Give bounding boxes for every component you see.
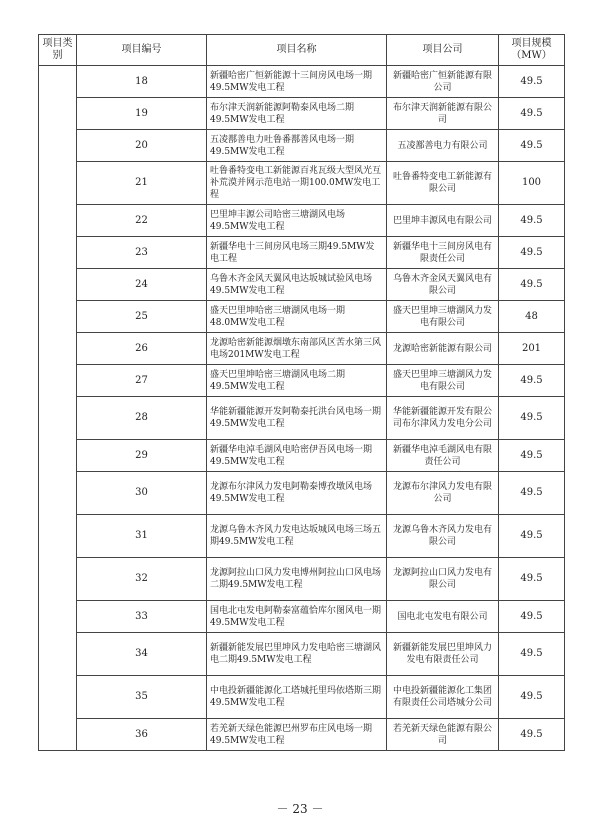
project-name-cell: 新疆哈密广恒新能源十三间房风电场一期49.5MW发电工程 — [207, 66, 387, 98]
project-scale-cell: 48 — [499, 301, 565, 333]
project-scale-cell: 49.5 — [499, 130, 565, 162]
table-header-row — [39, 35, 565, 66]
project-company-cell: 若羌新天绿色能源有限公司 — [387, 719, 499, 751]
project-scale-cell: 49.5 — [499, 98, 565, 130]
project-name-cell: 华能新疆能源开发阿勒泰托洪台风电场一期49.5MW发电工程 — [207, 397, 387, 440]
project-scale-cell: 201 — [499, 333, 565, 365]
project-number-cell: 26 — [77, 333, 207, 365]
project-number-cell: 18 — [77, 66, 207, 98]
project-company-cell: 布尔津天润新能源有限公司 — [387, 98, 499, 130]
project-company-cell: 新疆新能发展巴里坤风力发电有限责任公司 — [387, 633, 499, 676]
table-row — [39, 130, 565, 162]
project-name-cell: 吐鲁番特变电工新能源百兆瓦级大型风光互补荒漠并网示范电站一期100.0MW发电工程 — [207, 162, 387, 205]
table-row — [39, 66, 565, 98]
table-row — [39, 269, 565, 301]
project-name-cell: 国电北屯发电阿勒泰富蕴恰库尔图风电一期49.5MW发电工程 — [207, 601, 387, 633]
project-company-cell: 盛天巴里坤三塘湖风力发电有限公司 — [387, 301, 499, 333]
project-name-cell: 巴里坤丰源公司哈密三塘湖风电场49.5MW发电工程 — [207, 205, 387, 237]
project-scale-cell: 49.5 — [499, 472, 565, 515]
table-row — [39, 365, 565, 397]
project-scale-cell: 49.5 — [499, 365, 565, 397]
project-scale-cell: 100 — [499, 162, 565, 205]
project-number-cell: 34 — [77, 633, 207, 676]
projects-table — [38, 34, 565, 751]
project-name-cell: 新疆新能发展巴里坤风力发电哈密三塘湖风电二期49.5MW发电工程 — [207, 633, 387, 676]
project-name-cell: 乌鲁木齐金风天翼风电达坂城试验风电场49.5MW发电工程 — [207, 269, 387, 301]
project-name-cell: 新疆华电十三间房风电场三期49.5MW发电工程 — [207, 237, 387, 269]
project-company-cell: 龙源乌鲁木齐风力发电有限公司 — [387, 515, 499, 558]
project-number-cell: 22 — [77, 205, 207, 237]
project-number-cell: 29 — [77, 440, 207, 472]
project-name-cell: 中电投新疆能源化工塔城托里玛依塔斯三期49.5MW发电工程 — [207, 676, 387, 719]
project-company-cell: 五凌鄯善电力有限公司 — [387, 130, 499, 162]
project-company-cell: 国电北屯发电有限公司 — [387, 601, 499, 633]
table-row — [39, 397, 565, 440]
project-number-cell: 27 — [77, 365, 207, 397]
project-number-cell: 35 — [77, 676, 207, 719]
project-company-cell: 龙源布尔津风力发电有限公司 — [387, 472, 499, 515]
project-scale-cell: 49.5 — [499, 205, 565, 237]
project-scale-cell: 49.5 — [499, 515, 565, 558]
project-number-cell: 36 — [77, 719, 207, 751]
table-row — [39, 333, 565, 365]
project-company-cell: 乌鲁木齐金风天翼风电有限公司 — [387, 269, 499, 301]
project-number-cell: 19 — [77, 98, 207, 130]
project-scale-cell: 49.5 — [499, 440, 565, 472]
project-scale-cell: 49.5 — [499, 269, 565, 301]
table-row — [39, 558, 565, 601]
project-number-cell: 25 — [77, 301, 207, 333]
table-row — [39, 676, 565, 719]
project-scale-cell: 49.5 — [499, 558, 565, 601]
header-category: 项目类别 — [39, 35, 77, 66]
project-name-cell: 龙源阿拉山口风力发电博州阿拉山口风电场二期49.5MW发电工程 — [207, 558, 387, 601]
project-company-cell: 龙源阿拉山口风力发电有限公司 — [387, 558, 499, 601]
table-row — [39, 472, 565, 515]
project-scale-cell: 49.5 — [499, 237, 565, 269]
project-company-cell: 盛天巴里坤三塘湖风力发电有限公司 — [387, 365, 499, 397]
project-number-cell: 32 — [77, 558, 207, 601]
project-name-cell: 盛天巴里坤哈密三塘湖风电场一期48.0MW发电工程 — [207, 301, 387, 333]
project-company-cell: 华能新疆能源开发有限公司布尔津风力发电分公司 — [387, 397, 499, 440]
table-row — [39, 601, 565, 633]
project-number-cell: 21 — [77, 162, 207, 205]
header-number: 项目编号 — [77, 35, 207, 66]
project-company-cell: 龙源哈密新能源有限公司 — [387, 333, 499, 365]
project-company-cell: 新疆华电淖毛湖风电有限责任公司 — [387, 440, 499, 472]
project-company-cell: 新疆华电十三间房风电有限责任公司 — [387, 237, 499, 269]
table-row — [39, 162, 565, 205]
project-company-cell: 巴里坤丰源风电有限公司 — [387, 205, 499, 237]
project-company-cell: 新疆哈密广恒新能源有限公司 — [387, 66, 499, 98]
project-scale-cell: 49.5 — [499, 66, 565, 98]
table-row — [39, 633, 565, 676]
project-number-cell: 24 — [77, 269, 207, 301]
project-scale-cell: 49.5 — [499, 633, 565, 676]
project-number-cell: 28 — [77, 397, 207, 440]
header-company: 项目公司 — [387, 35, 499, 66]
project-name-cell: 龙源乌鲁木齐风力发电达坂城风电场三场五期49.5MW发电工程 — [207, 515, 387, 558]
table-row — [39, 301, 565, 333]
project-name-cell: 新疆华电淖毛湖风电哈密伊吾风电场一期49.5MW发电工程 — [207, 440, 387, 472]
project-number-cell: 23 — [77, 237, 207, 269]
project-number-cell: 33 — [77, 601, 207, 633]
table-row — [39, 719, 565, 751]
project-scale-cell: 49.5 — [499, 601, 565, 633]
project-number-cell: 30 — [77, 472, 207, 515]
project-name-cell: 五凌鄯善电力吐鲁番鄯善风电场一期49.5MW发电工程 — [207, 130, 387, 162]
table-row — [39, 515, 565, 558]
project-name-cell: 布尔津天润新能源阿勒泰风电场二期49.5MW发电工程 — [207, 98, 387, 130]
project-name-cell: 若羌新天绿色能源巴州罗布庄风电场一期49.5MW发电工程 — [207, 719, 387, 751]
project-scale-cell: 49.5 — [499, 719, 565, 751]
header-scale: 项目规模（MW） — [499, 35, 565, 66]
project-number-cell: 31 — [77, 515, 207, 558]
project-company-cell: 中电投新疆能源化工集团有限责任公司塔城分公司 — [387, 676, 499, 719]
table-row — [39, 98, 565, 130]
project-company-cell: 吐鲁番特变电工新能源有限公司 — [387, 162, 499, 205]
header-name: 项目名称 — [207, 35, 387, 66]
project-name-cell: 盛天巴里坤哈密三塘湖风电场二期49.5MW发电工程 — [207, 365, 387, 397]
project-scale-cell: 49.5 — [499, 676, 565, 719]
table-row — [39, 205, 565, 237]
project-scale-cell: 49.5 — [499, 397, 565, 440]
category-cell — [39, 66, 77, 751]
project-name-cell: 龙源哈密新能源烟墩东南部风区苦水第三风电场201MW发电工程 — [207, 333, 387, 365]
project-name-cell: 龙源布尔津风力发电阿勒泰博孜墩风电场49.5MW发电工程 — [207, 472, 387, 515]
table-row — [39, 237, 565, 269]
table-row — [39, 440, 565, 472]
project-number-cell: 20 — [77, 130, 207, 162]
page-number: － 23 － — [276, 802, 324, 816]
